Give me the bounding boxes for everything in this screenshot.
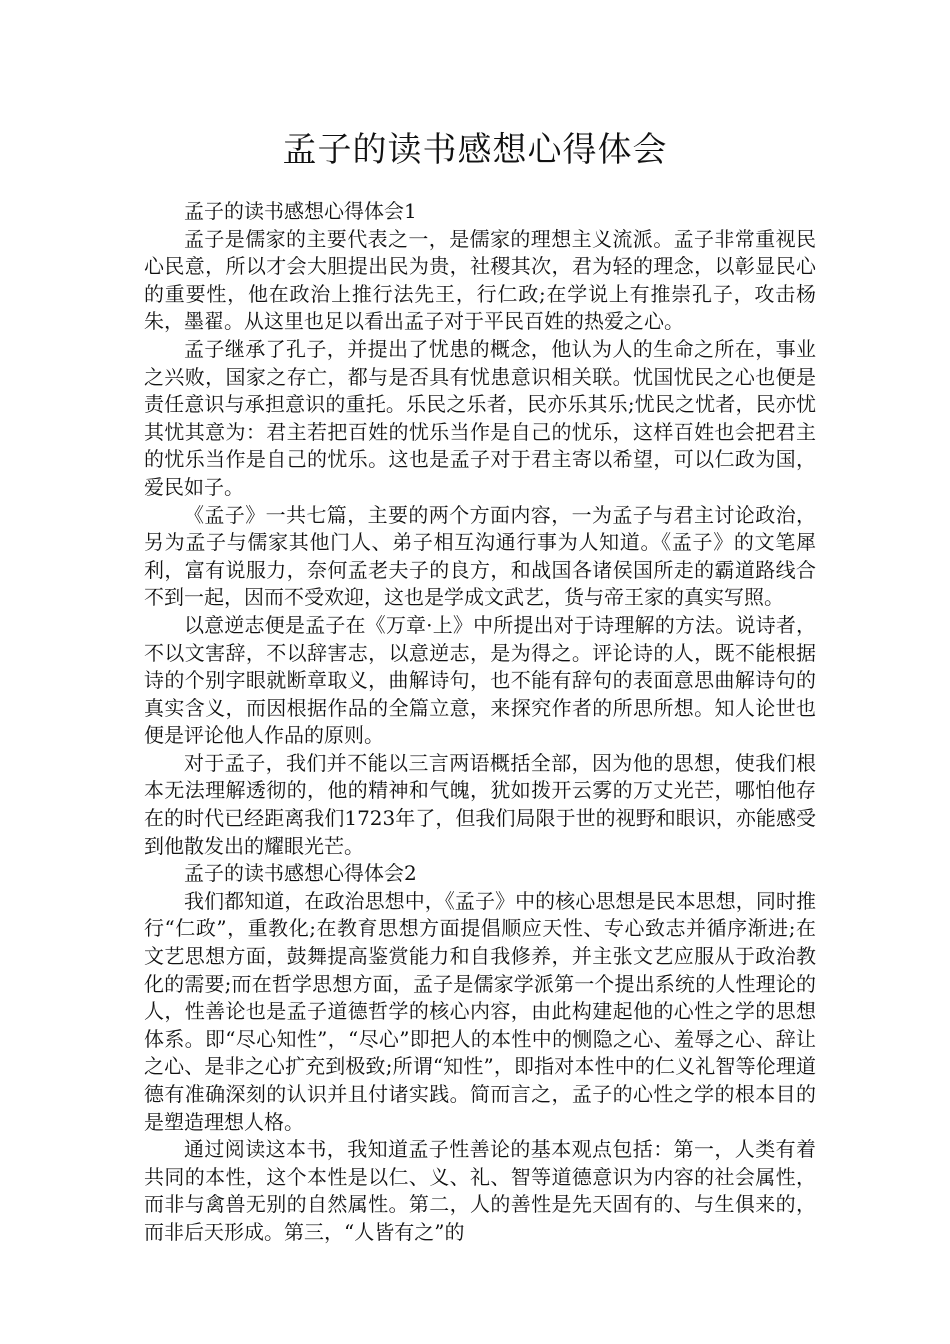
paragraph: 孟子是儒家的主要代表之一，是儒家的理想主义流派。孟子非常重视民心民意，所以才会大胆提出民为贵，社稷其次，君为轻的理念，以彰显民心的重要性，他在政治上推行法先王，行仁政;在学说上有推崇孔子，攻击杨朱，墨翟。从这里也足以看出孟子对于平民百姓的热爱之心。 [144, 226, 816, 334]
paragraph: 以意逆志便是孟子在《万章·上》中所提出对于诗理解的方法。说诗者，不以文害辞，不以辞害志，以意逆志，是为得之。评论诗的人，既不能根据诗的个别字眼就断章取义，曲解诗句，也不能有辞句的表面意思曲解诗句的真实含义，而因根据作品的全篇立意，来探究作者的所思所想。知人论世也便是评论他人作品的原则。 [144, 612, 816, 748]
document-title: 孟子的读书感想心得体会 [282, 130, 668, 170]
paragraph: 孟子继承了孔子，并提出了忧患的概念，他认为人的生命之所在，事业之兴败，国家之存亡，都与是否具有忧患意识相关联。忧国忧民之心也便是责任意识与承担意识的重托。乐民之乐者，民亦乐其乐;忧民之忧者，民亦忧其忧其意为：君主若把百姓的忧乐当作是自己的忧乐，这样百姓也会把君主的忧乐当作是自己的忧乐。这也是孟子对于君主寄以希望，可以仁政为国，爱民如子。 [144, 336, 816, 499]
section-heading: 孟子的读书感想心得体会2 [184, 861, 417, 886]
section-heading: 孟子的读书感想心得体会1 [184, 199, 417, 223]
paragraph: 《孟子》一共七篇，主要的两个方面内容，一为孟子与君主讨论政治，另为孟子与儒家其他门人、弟子相互沟通行事为人知道。《孟子》的文笔犀利，富有说服力，奈何孟老夫子的良方，和战国各诸侯国所走的霸道路线合不到一起，因而不受欢迎，这也是学成文武艺，货与帝王家的真实写照。 [144, 502, 816, 610]
paragraph: 我们都知道，在政治思想中，《孟子》中的核心思想是民本思想，同时推行“仁政”，重教化;在教育思想方面提倡顺应天性、专心致志并循序渐进;在文艺思想方面，鼓舞提高鉴赏能力和自我修养，并主张文艺应服从于政治教化的需要;而在哲学思想方面，孟子是儒家学派第一个提出系统的人性理论的人，性善论也是孟子道德哲学的核心内容，由此构建起他的心性之学的思想体系。即“尽心知性”，“尽心”即把人的本性中的恻隐之心、羞辱之心、辞让之心、是非之心扩充到极致;所谓“知性”，即指对本性中的仁义礼智等伦理道德有准确深刻的认识并且付诸实践。简而言之，孟子的心性之学的根本目的是塑造理想人格。 [144, 888, 816, 1134]
document-body [144, 198, 816, 1247]
paragraph: 对于孟子，我们并不能以三言两语概括全部，因为他的思想，使我们根本无法理解透彻的，他的精神和气魄，犹如拨开云雾的万丈光芒，哪怕他存在的时代已经距离我们1723年了，但我们局限于世的视野和眼识，亦能感受到他散发出的耀眼光芒。 [144, 750, 816, 858]
paragraph: 通过阅读这本书，我知道孟子性善论的基本观点包括：第一，人类有着共同的本性，这个本性是以仁、义、礼、智等道德意识为内容的社会属性，而非与禽兽无别的自然属性。第二，人的善性是先天固有的、与生俱来的，而非后天形成。第三，“人皆有之”的 [144, 1137, 816, 1244]
